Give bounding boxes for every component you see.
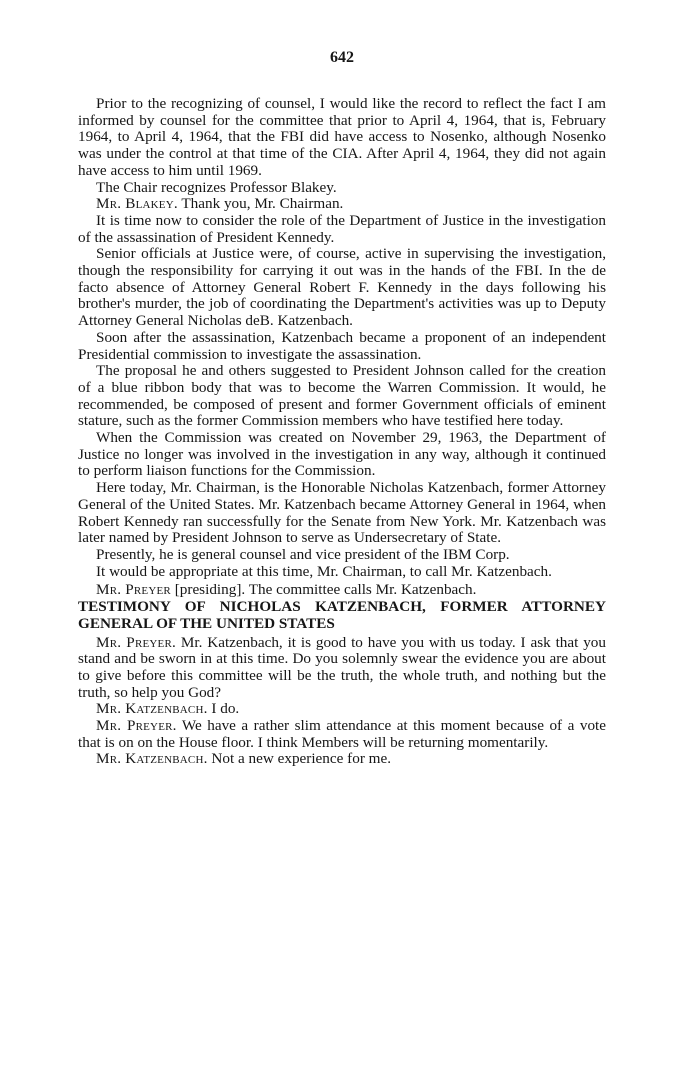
- testimony-2: Mr. Katzenbach. I do.: [96, 700, 240, 718]
- paragraph-7: The proposal he and others suggested to President Johnson called for the creation of a blue ribbon body that was to become the Warren Commission. It would, he recommended, be composed of present and former Government officials of eminent stature, such as the former Commission members who have testified here today.: [78, 362, 606, 430]
- paragraph-4: It is time now to consider the role of the Department of Justice in the investigation of the assassination of President Kennedy.: [78, 211, 606, 246]
- speaker-name: Mr. Preyer.: [96, 633, 176, 651]
- speaker-name: Mr. Preyer.: [96, 717, 177, 735]
- page-number: 642: [330, 49, 354, 66]
- document-page: [78, 48, 606, 768]
- paragraph-3: Mr. Blakey. Thank you, Mr. Chairman.: [96, 195, 344, 213]
- paragraph-1: Prior to the recognizing of counsel, I would like the record to reflect the fact I am informed by counsel for the committee that prior to April 4, 1964, that is, February 1964, to April 4, 1964, that the FBI did have access to Nosenko, although Nosenko was under the control at that time of the CIA. After April 4, 1964, they did not again have access to him until 1969.: [78, 95, 606, 179]
- speaker-name: Mr. Preyer: [96, 581, 171, 599]
- section-heading: TESTIMONY OF NICHOLAS KATZENBACH, FORMER ATTORNEY GENERAL OF THE UNITED STATES: [78, 598, 606, 632]
- speaker-name: Mr. Blakey.: [96, 195, 178, 213]
- speaker-name: Mr. Katzenbach.: [96, 750, 208, 768]
- paragraph-2: The Chair recognizes Professor Blakey.: [96, 178, 337, 196]
- testimony-3: Mr. Preyer. We have a rather slim attendance at this moment because of a vote that is on on the House floor. I think Members will be returning momentarily.: [78, 717, 607, 751]
- testimony-1: Mr. Preyer. Mr. Katzenbach, it is good to have you with us today. I ask that you stand and be sworn in at this time. Do you solemnly swear the evidence you are about to give before this committee will be the truth, the whole truth, and nothing but the truth, so help you God?: [78, 633, 606, 701]
- paragraph-5: Senior officials at Justice were, of course, active in supervising the investigation, though the responsibility for carrying it out was in the hands of the FBI. In the de facto absence of Attorney General Robert F. Kennedy in the days following his brother's murder, the job of coordinating the Department's activities was up to Deputy Attorney General Nicholas deB. Katzenbach.: [78, 245, 606, 330]
- paragraph-6: Soon after the assassination, Katzenbach became a proponent of an independent Presidential commission to investigate the assassination.: [78, 328, 606, 363]
- paragraph-12: Mr. Preyer [presiding]. The committee calls Mr. Katzenbach.: [96, 581, 477, 599]
- paragraph-10: Presently, he is general counsel and vice president of the IBM Corp.: [96, 545, 510, 563]
- testimony-4: Mr. Katzenbach. Not a new experience for me.: [96, 750, 392, 768]
- document-body: [78, 96, 606, 768]
- paragraph-9: Here today, Mr. Chairman, is the Honorable Nicholas Katzenbach, former Attorney General of the United States. Mr. Katzenbach became Attorney General in 1964, when Robert Kennedy ran successfully for the Senate from New York. Mr. Katzenbach was later named by President Johnson to serve as Undersecretary of State.: [78, 479, 606, 547]
- speaker-name: Mr. Katzenbach.: [96, 700, 208, 718]
- paragraph-11: It would be appropriate at this time, Mr. Chairman, to call Mr. Katzenbach.: [96, 562, 552, 580]
- paragraph-8: When the Commission was created on November 29, 1963, the Department of Justice no longer was involved in the investigation in any way, although it continued to perform liaison functions for the Commission.: [78, 429, 606, 480]
